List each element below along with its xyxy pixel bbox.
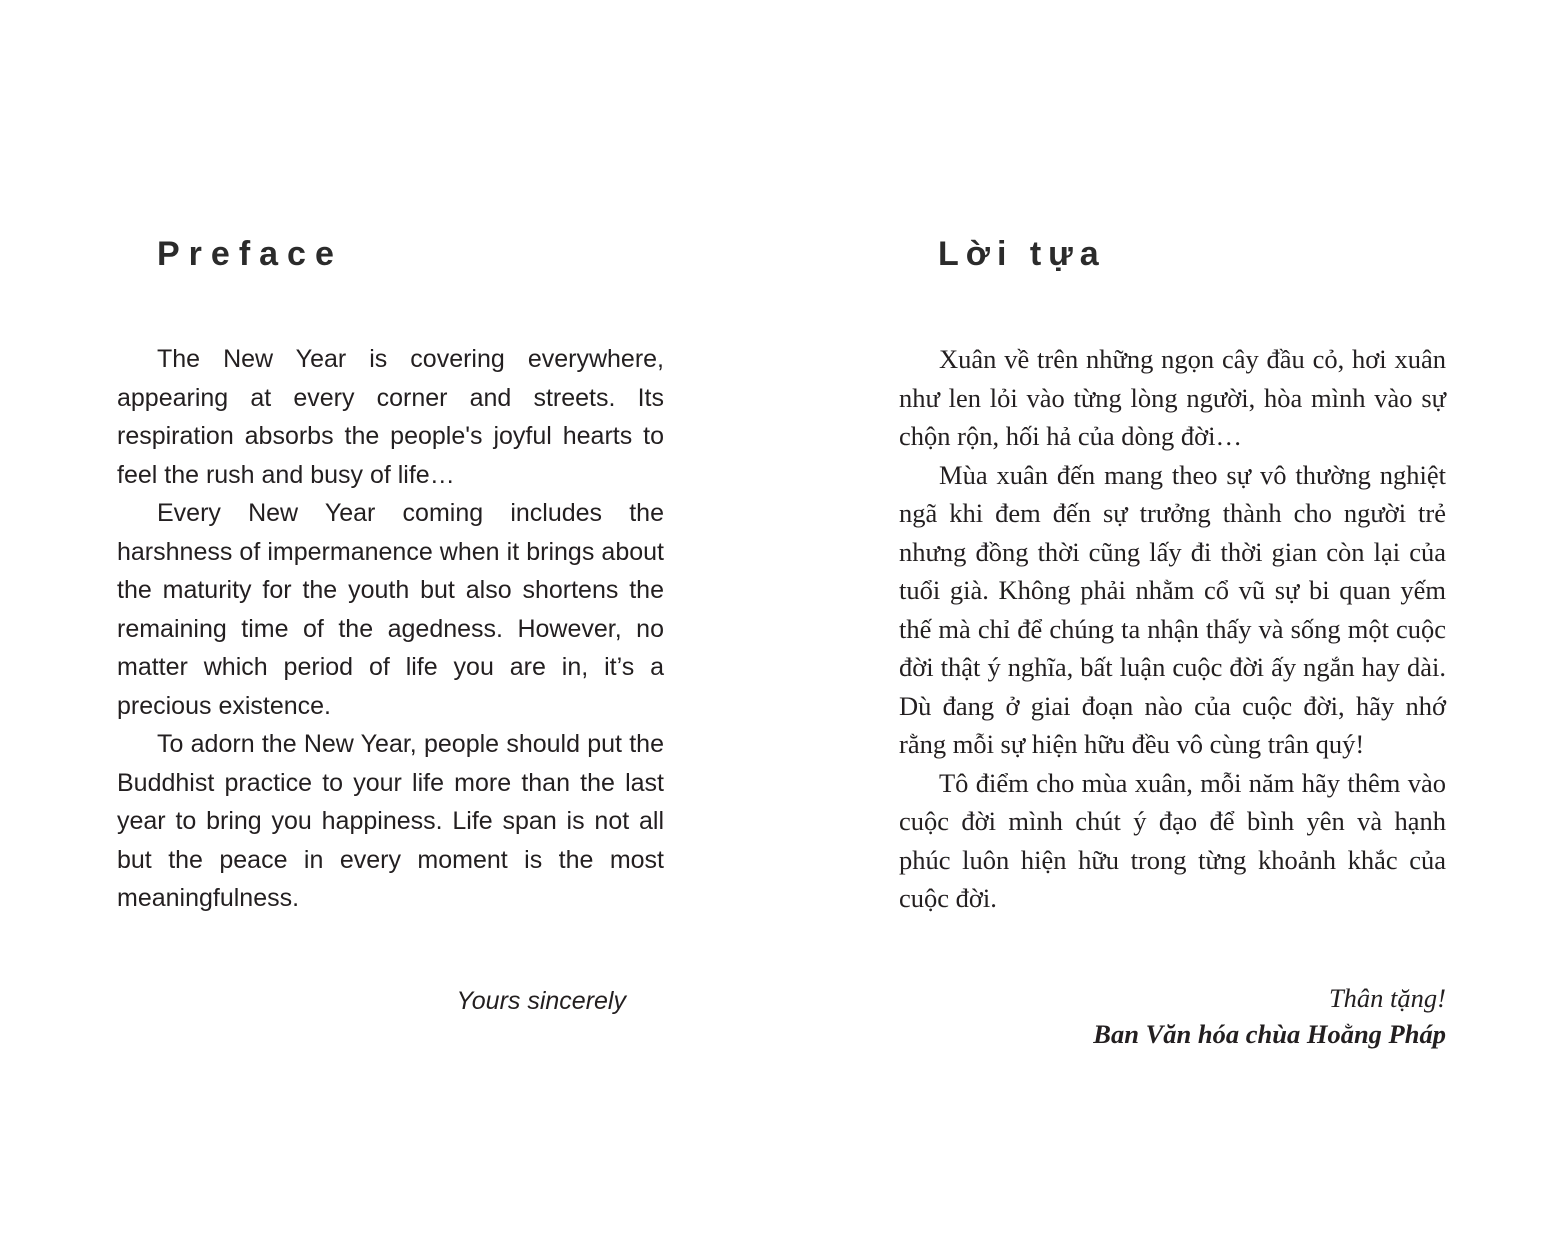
preface-body xyxy=(117,340,664,918)
loi-tua-signature: Ban Văn hóa chùa Hoằng Pháp xyxy=(1093,1019,1446,1049)
loi-tua-paragraph-1: Xuân về trên những ngọn cây đầu cỏ, hơi xuân như len lỏi vào từng lòng người, hòa mình vào sự chộn rộn, hối hả của dòng đời… xyxy=(899,344,1446,451)
loi-tua-body xyxy=(899,340,1446,918)
vietnamese-page xyxy=(781,0,1563,1250)
loi-tua-signature-block xyxy=(899,980,1446,1052)
loi-tua-paragraph-2: Mùa xuân đến mang theo sự vô thường nghiệt ngã khi đem đến sự trưởng thành cho người trẻ nhưng đồng thời cũng lấy đi thời gian còn lại của tuổi già. Không phải nhằm cổ vũ sự bi quan yếm thế mà chỉ để chúng ta nhận thấy và sống một cuộc đời thật ý nghĩa, bất luận cuộc đời ấy ngắn hay dài. Dù đang ở giai đoạn nào của cuộc đời, hãy nhớ rằng mỗi sự hiện hữu đều vô cùng trân quý! xyxy=(899,459,1446,759)
loi-tua-title: Lời tựa xyxy=(938,235,1106,273)
english-page xyxy=(0,0,781,1250)
preface-title: Preface xyxy=(157,235,343,273)
loi-tua-paragraph-3: Tô điểm cho mùa xuân, mỗi năm hãy thêm vào cuộc đời mình chút ý đạo để bình yên và hạnh phúc luôn hiện hữu trong từng khoảnh khắc của cuộc đời. xyxy=(899,767,1446,913)
loi-tua-closing: Thân tặng! xyxy=(1328,983,1446,1013)
preface-paragraph-1: The New Year is covering everywhere, appearing at every corner and streets. Its respiration absorbs the people's joyful hearts to feel the rush and busy of life… xyxy=(117,345,664,489)
preface-paragraph-2: Every New Year coming includes the harshness of impermanence when it brings about the maturity for the youth but also shortens the remaining time of the agedness. However, no matter which period of life you are in, it’s a precious existence. xyxy=(117,499,664,720)
preface-paragraph-3: To adorn the New Year, people should put the Buddhist practice to your life more than the last year to bring you happiness. Life span is not all but the peace in every moment is the most meaningfulness. xyxy=(117,730,664,912)
preface-closing: Yours sincerely xyxy=(456,987,626,1015)
